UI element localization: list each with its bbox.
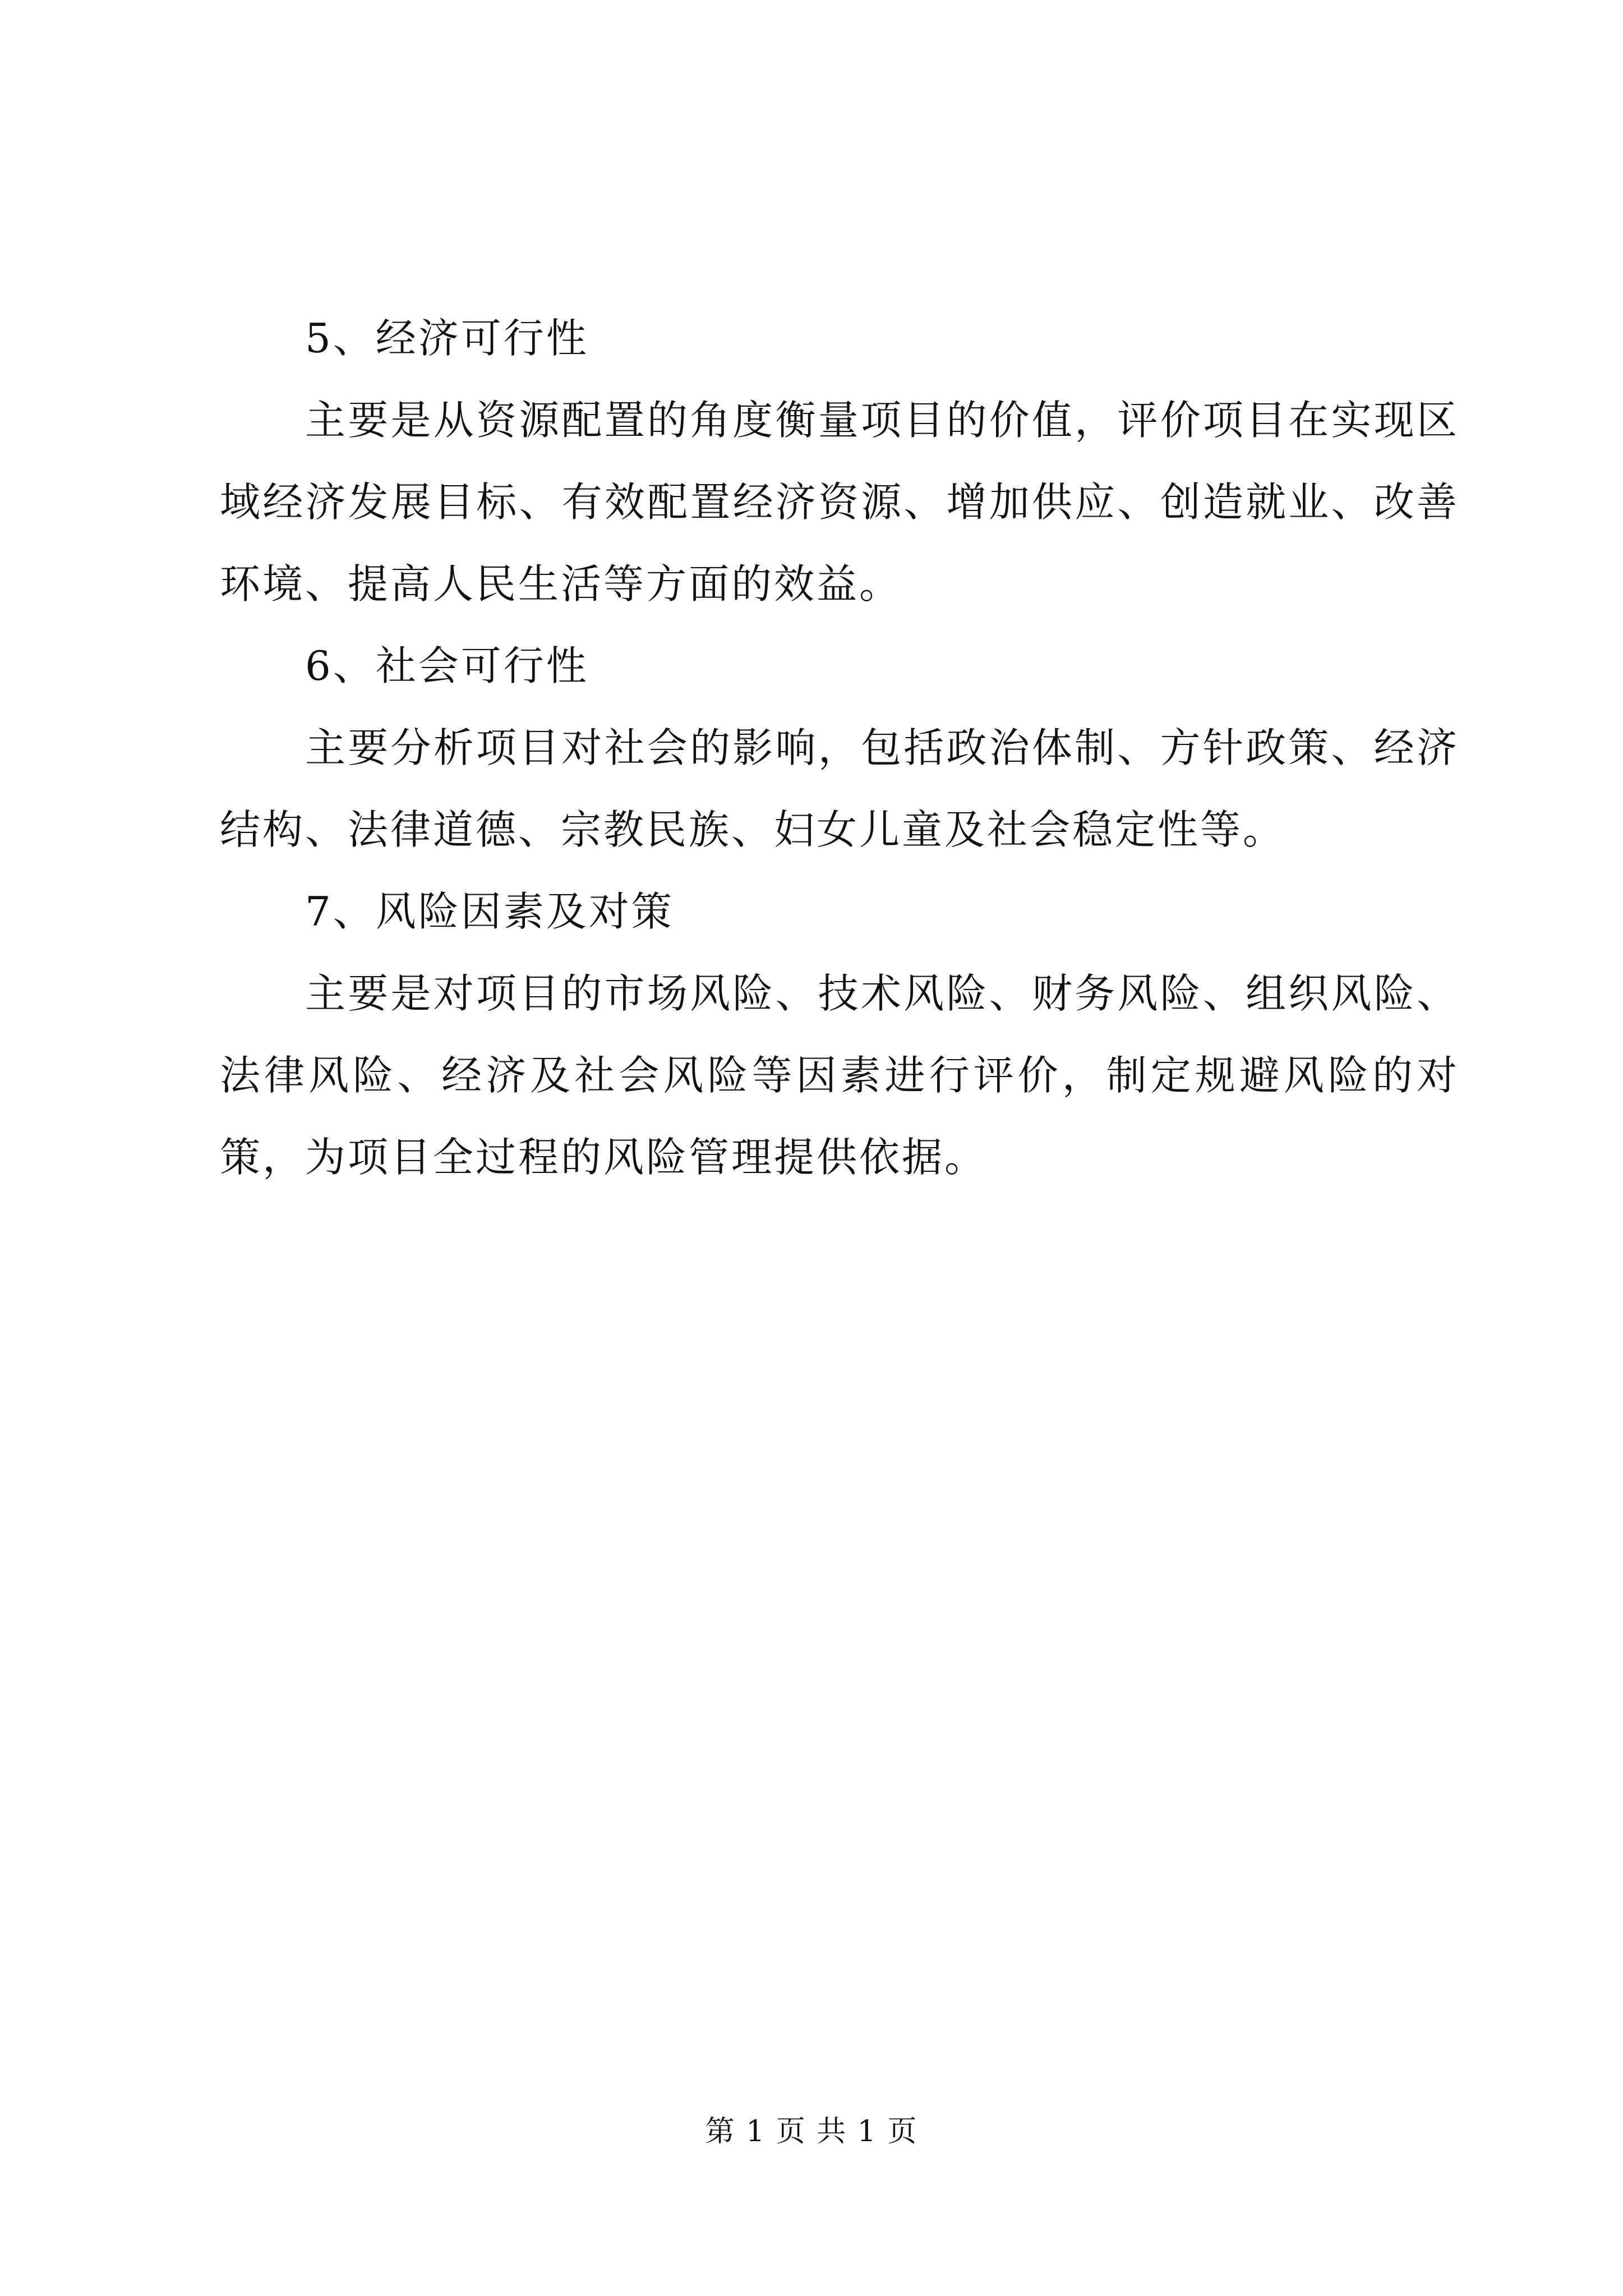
section-body-social-feasibility: 主要分析项目对社会的影响，包括政治体制、方针政策、经济结构、法律道德、宗教民族、妇女儿童及社会稳定性等。	[220, 724, 1459, 853]
section-heading-risk-factors: 7、风险因素及对策	[305, 888, 674, 935]
page-footer: 第 1 页 共 1 页	[705, 2115, 918, 2148]
section-body-economic-feasibility: 主要是从资源配置的角度衡量项目的价值，评价项目在实现区域经济发展目标、有效配置经济资源、增加供应、创造就业、改善环境、提高人民生活等方面的效益。	[220, 397, 1459, 608]
section-heading-social-feasibility: 6、社会可行性	[305, 642, 589, 689]
document-body	[220, 297, 1459, 1198]
section-body-risk-factors: 主要是对项目的市场风险、技术风险、财务风险、组织风险、法律风险、经济及社会风险等因素进行评价，制定规避风险的对策，为项目全过程的风险管理提供依据。	[220, 970, 1459, 1181]
section-heading-economic-feasibility: 5、经济可行性	[305, 315, 589, 362]
